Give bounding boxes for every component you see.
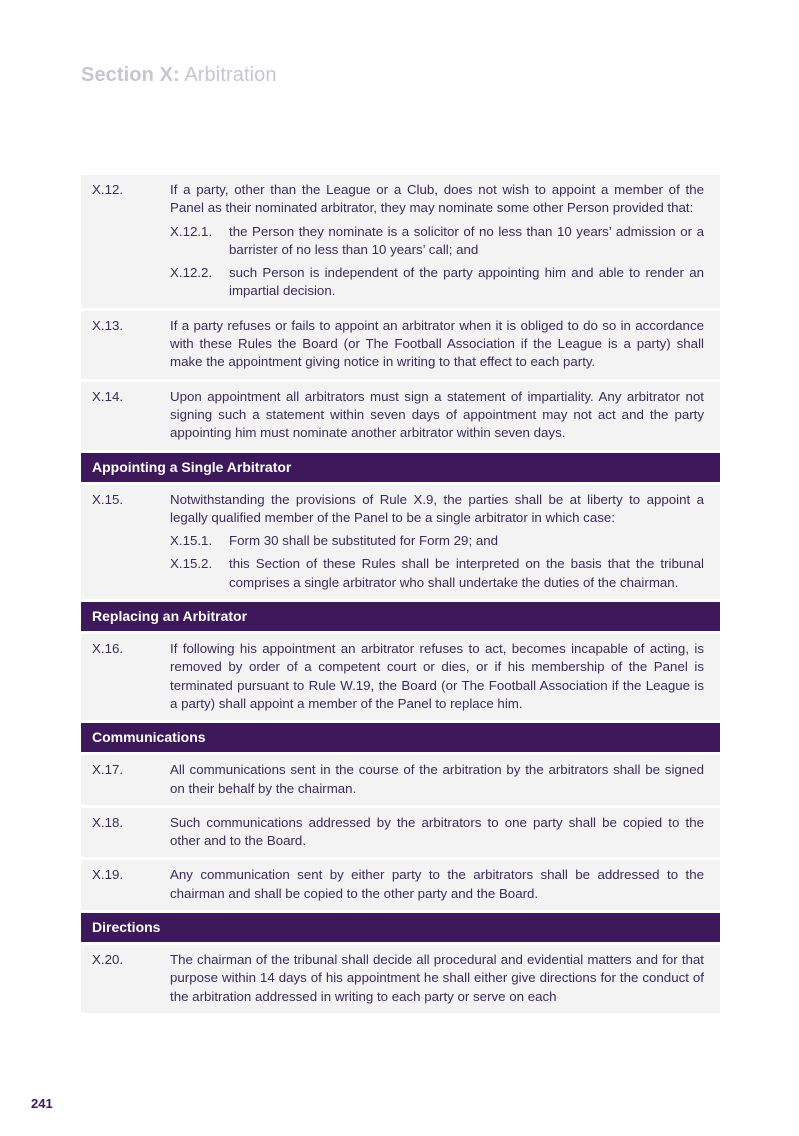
rule-text: The chairman of the tribunal shall decide all procedural and evidential matters and for that purpose within 14 days of his appointment he shall either give directions for the conduct of the arbitration addressed in writing to each party or serve on each — [170, 952, 704, 1004]
rule-text: Such communications addressed by the arbitrators to one party shall be copied to the other and to the Board. — [170, 814, 704, 849]
rule-number: X.20. — [92, 952, 124, 968]
rule-body — [170, 181, 704, 301]
rule-x17 — [81, 755, 720, 805]
rule-number: X.19. — [92, 867, 124, 883]
rule-number: X.16. — [92, 641, 124, 657]
rule-text: Upon appointment all arbitrators must sign a statement of impartiality. Any arbitrator not signing such a statement within seven days of appointment may not act and the party appointing him must nominate another arbitrator within seven days. — [170, 388, 704, 441]
rule-text: Notwithstanding the provisions of Rule X.9, the parties shall be at liberty to appoint a legally qualified member of the Panel to be a single arbitrator in which case: — [170, 491, 704, 525]
rule-number: X.13. — [92, 317, 124, 333]
rule-body — [170, 491, 704, 592]
sub-rule-text: this Section of these Rules shall be interpreted on the basis that the tribunal comprises a single arbitrator who shall undertake the duties of the chairman. — [229, 556, 704, 590]
rule-x12 — [81, 175, 720, 308]
page-number: 241 — [31, 1096, 53, 1111]
sub-rule-x15-2 — [170, 555, 704, 592]
sub-rule-text: such Person is independent of the party appointing him and able to render an impartial decision. — [229, 265, 704, 299]
rule-x18 — [81, 808, 720, 858]
rule-text: All communications sent in the course of the arbitration by the arbitrators shall be signed on their behalf by the chairman. — [170, 762, 704, 796]
sub-rule-text: Form 30 shall be substituted for Form 29; and — [229, 533, 499, 549]
sub-rule-x12-2 — [170, 264, 704, 301]
page-section-title — [81, 64, 277, 87]
sub-rule-x15-1 — [170, 532, 704, 550]
rule-x15 — [81, 485, 720, 599]
rule-x14 — [81, 382, 720, 450]
rule-text: If following his appointment an arbitrator refuses to act, becomes incapable of acting, is removed by order of a competent court or dies, or if his membership of the Panel is terminated pursuant to Rule W.19, the Board (or The Football Association if the League is a party) shall appoint a member of the Panel to replace him. — [170, 641, 704, 711]
section-label: Section X: — [81, 64, 180, 86]
rule-number: X.18. — [92, 814, 124, 830]
sub-rule-number: X.15.1. — [170, 533, 213, 549]
rule-number: X.14. — [92, 388, 124, 404]
rule-number: X.12. — [92, 182, 124, 197]
heading-directions: Directions — [81, 913, 720, 942]
sub-rule-x12-1 — [170, 223, 704, 260]
sub-rule-number: X.12.2. — [170, 265, 213, 281]
sub-rule-text: the Person they nominate is a solicitor of no less than 10 years’ admission or a barrister of no less than 10 years’ call; and — [229, 223, 704, 257]
section-name: Arbitration — [184, 64, 277, 86]
rules-content — [81, 175, 720, 1016]
heading-replacing-arbitrator: Replacing an Arbitrator — [81, 602, 720, 631]
rule-number: X.17. — [92, 762, 124, 778]
rule-x16 — [81, 634, 720, 720]
rule-text: If a party, other than the League or a Club, does not wish to appoint a member of the Panel as their nominated arbitrator, they may nominate some other Person provided that: — [170, 182, 704, 216]
sub-rule-number: X.12.1. — [170, 223, 213, 239]
rule-text: Any communication sent by either party to the arbitrators shall be addressed to the chairman and shall be copied to the other party and the Board. — [170, 867, 704, 901]
sub-rule-number: X.15.2. — [170, 556, 213, 572]
rule-text: If a party refuses or fails to appoint an arbitrator when it is obliged to do so in accordance with these Rules the Board (or The Football Association if the League is a party) shall make the appointment giving notice in writing to that effect to each party. — [170, 317, 704, 370]
rule-x19 — [81, 860, 720, 910]
rule-x20 — [81, 945, 720, 1013]
rule-number: X.15. — [92, 491, 124, 507]
heading-appointing-single-arbitrator: Appointing a Single Arbitrator — [81, 453, 720, 482]
rule-x13 — [81, 311, 720, 379]
heading-communications: Communications — [81, 723, 720, 752]
